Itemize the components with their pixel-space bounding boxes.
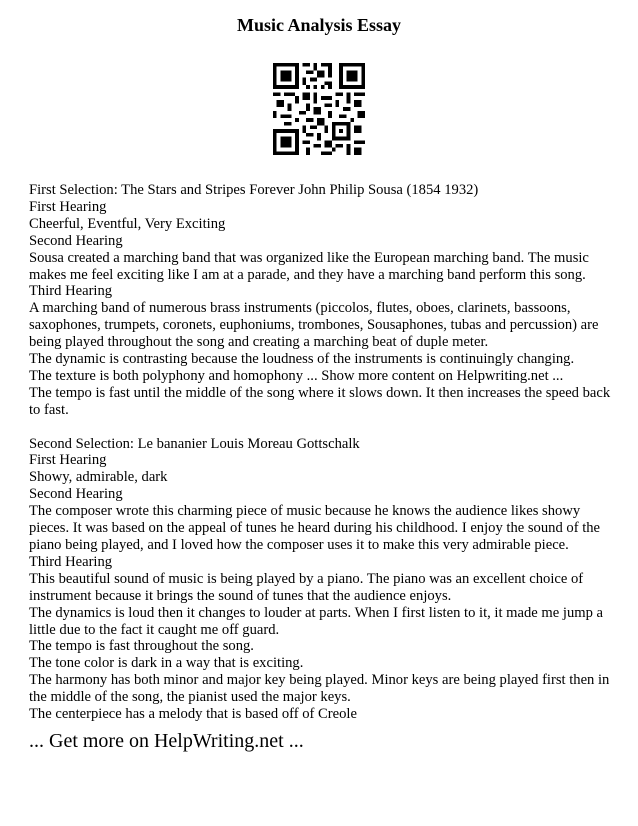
hearing-label: Second Hearing (29, 232, 123, 249)
hearing-text: The tempo is fast until the middle of the song where it slows down. It then increases the speed back to fast. (29, 384, 611, 418)
hearing-text: Sousa created a marching band that was organized like the European marching band. The music makes me feel exciting like I am at a parade, and they have a marching band perform this song. (29, 249, 589, 283)
hearing-label: Third Hearing (29, 283, 113, 300)
hearing-text: The tempo is fast throughout the song. (29, 638, 254, 655)
hearing-text: A marching band of numerous brass instruments (piccolos, flutes, oboes, clarinets, bassoons, saxophones, trumpets, coronets, euphoniums, trombones, Sousaphones, tubas and percussion) are being played throughout the song and creating a marching beat of duple meter. (29, 300, 599, 351)
hearing-text: The dynamic is contrasting because the loudness of the instruments is continuingly changing. (29, 351, 575, 368)
hearing-text: The texture is both polyphony and homophony ... Show more content on Helpwriting.net ... (29, 367, 564, 384)
essay-body (29, 182, 614, 723)
qr-code (273, 63, 365, 155)
hearing-label: Second Hearing (29, 486, 123, 503)
hearing-label: Third Hearing (29, 553, 113, 570)
hearing-label: First Hearing (29, 198, 107, 215)
hearing-text: The tone color is dark in a way that is exciting. (29, 655, 304, 672)
hearing-text: This beautiful sound of music is being played by a piano. The piano was an excellent choice of instrument because it brings the sound of tunes that the audience enjoys. (29, 570, 584, 604)
footer-link[interactable]: ... Get more on HelpWriting.net ... (29, 730, 304, 752)
hearing-text: Showy, admirable, dark (29, 469, 168, 486)
hearing-text: The centerpiece has a melody that is based off of Creole (29, 706, 357, 723)
hearing-text: The harmony has both minor and major key being played. Minor keys are being played first then in the middle of the song, the pianist used the major keys. (29, 672, 610, 706)
document-title: Music Analysis Essay (236, 15, 402, 35)
hearing-label: First Hearing (29, 452, 107, 469)
hearing-text: The composer wrote this charming piece of music because he knows the audience likes showy pieces. It was based on the appeal of tunes he heard during his childhood. I enjoy the sound of the piano being played, and I loved how the composer uses it to make this very admirable piece. (29, 503, 601, 554)
hearing-text: The dynamics is loud then it changes to louder at parts. When I first listen to it, it made me jump a little due to the fact it caught me off guard. (29, 604, 604, 638)
selection-heading: Second Selection: Le bananier Louis Moreau Gottschalk (29, 435, 360, 452)
hearing-text: Cheerful, Eventful, Very Exciting (29, 215, 226, 232)
selection-heading: First Selection: The Stars and Stripes Forever John Philip Sousa (1854 1932) (29, 182, 479, 198)
